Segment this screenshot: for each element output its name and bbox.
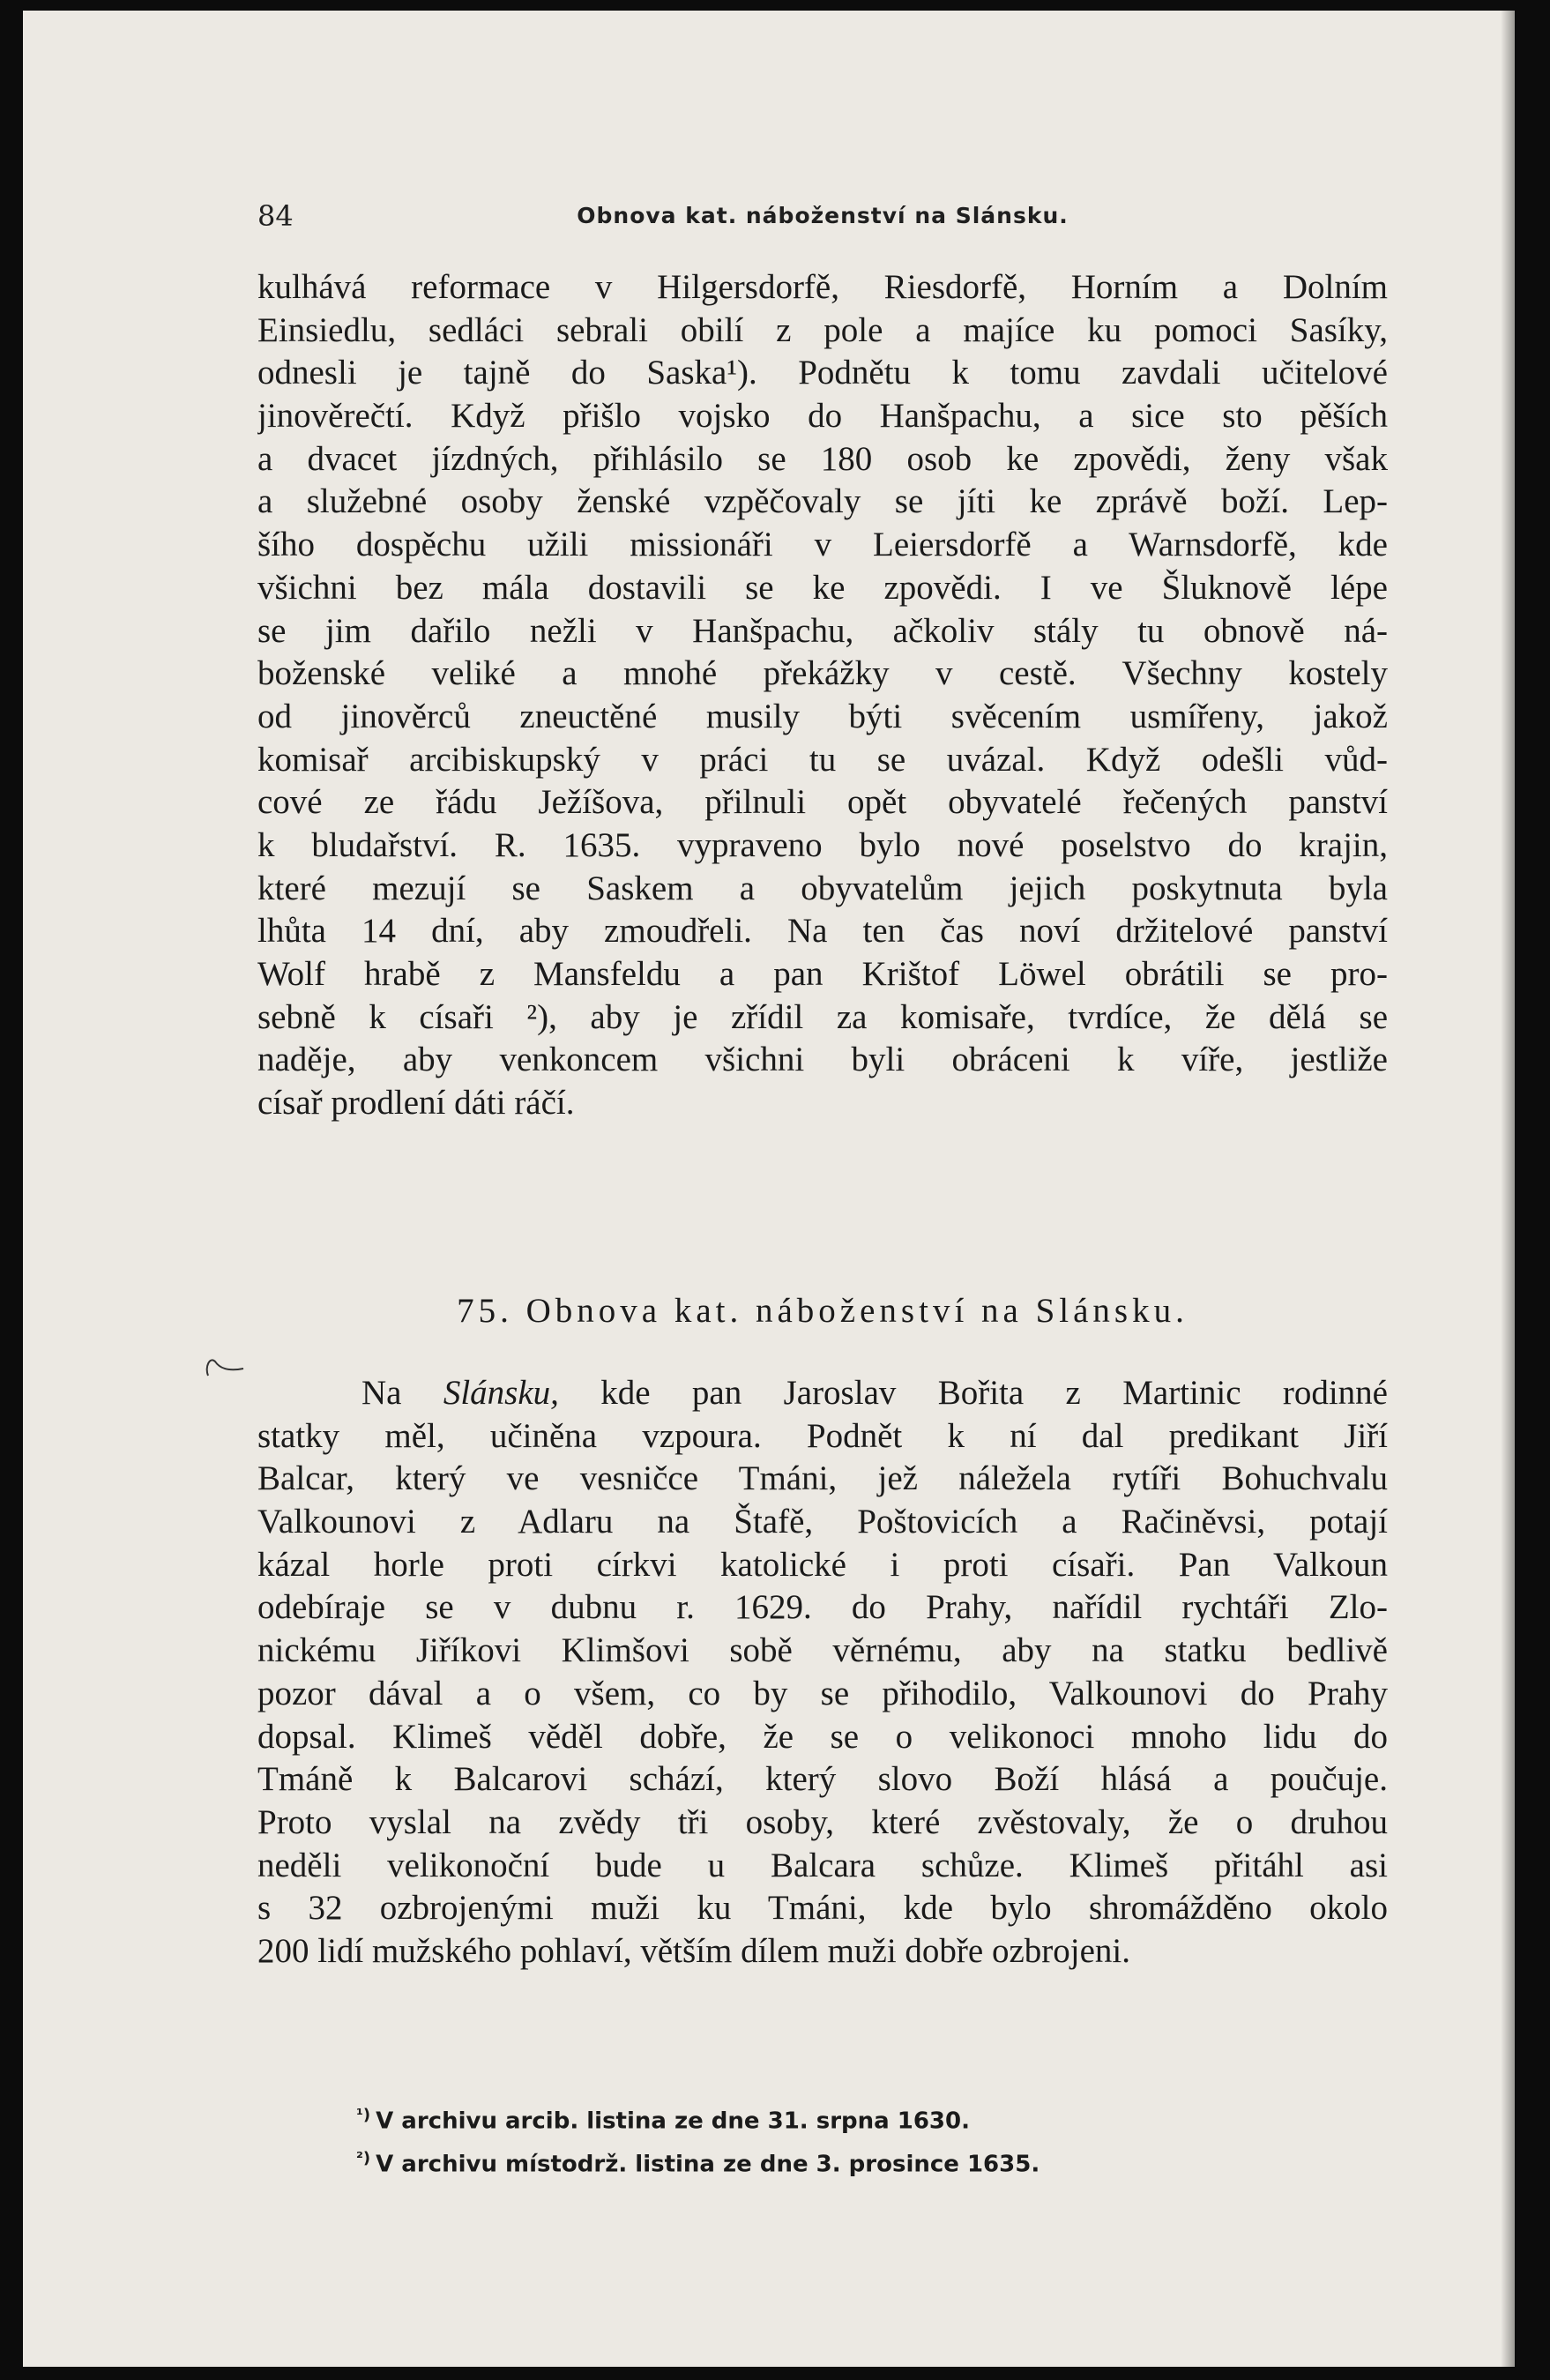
paragraph-1-line: jinověrečtí. Když přišlo vojsko do Hanšpachu, a sice sto pěších bbox=[257, 397, 1388, 436]
paragraph-1-line: komisař arcibiskupský v práci tu se uvázal. Když odešli vůd- bbox=[257, 740, 1388, 779]
paragraph-2-line: odebíraje se v dubnu r. 1629. do Prahy, nařídil rychtáři Zlo- bbox=[257, 1588, 1388, 1627]
paragraph-1-line: cové ze řádu Ježíšova, přilnuli opět obyvatelé řečených panství bbox=[257, 783, 1388, 822]
paragraph-2 bbox=[257, 1372, 1388, 1973]
page-number: 84 bbox=[257, 199, 294, 233]
paragraph-2-line: Proto vyslal na zvědy tři osoby, které zvěstovaly, že o druhou bbox=[257, 1802, 1388, 1841]
footnotes bbox=[257, 2097, 1388, 2182]
paragraph-1-line: šího dospěchu užili missionáři v Leiersdorfě a Warnsdorfě, kde bbox=[257, 526, 1388, 564]
paragraph-1 bbox=[257, 266, 1388, 1125]
paragraph-1-line: a služebné osoby ženské vzpěčovaly se jíti ke zprávě boží. Lep- bbox=[257, 482, 1388, 521]
pencil-mark-icon bbox=[199, 1349, 252, 1384]
paragraph-1-line: všichni bez mála dostavili se ke zpovědi. I ve Šluknově lépe bbox=[257, 568, 1388, 607]
footnote-1-mark: ¹) bbox=[356, 2106, 371, 2124]
paragraph-1-line: které mezují se Saskem a obyvatelům jejich poskytnuta byla bbox=[257, 869, 1388, 907]
book-page bbox=[23, 11, 1515, 2367]
footnote-2 bbox=[257, 2140, 1388, 2183]
paragraph-2-line: 200 lidí mužského pohlaví, větším dílem muži dobře ozbrojeni. bbox=[257, 1931, 1130, 1970]
paragraph-1-line: Einsiedlu, sedláci sebrali obilí z pole a majíce ku pomoci Sasíky, bbox=[257, 310, 1388, 349]
first-line-start: Na bbox=[361, 1374, 443, 1412]
paragraph-1-line: boženské veliké a mnohé překážky v cestě. Všechny kostely bbox=[257, 654, 1388, 693]
paragraph-1-line: lhůta 14 dní, aby zmoudřeli. Na ten čas noví držitelové panství bbox=[257, 912, 1388, 951]
paragraph-1-line: od jinověrců zneuctěné musily býti svěcením usmířeny, jakož bbox=[257, 697, 1388, 735]
paragraph-2-line: s 32 ozbrojenými muži ku Tmáni, kde bylo shromážděno okolo bbox=[257, 1889, 1388, 1928]
paragraph-2-first-line bbox=[257, 1372, 1388, 1415]
paragraph-1-line: kulhává reformace v Hilgersdorfě, Riesdorfě, Horním a Dolním bbox=[257, 268, 1388, 306]
paragraph-2-line: Tmáně k Balcarovi schází, který slovo Boží hlásá a poučuje. bbox=[257, 1760, 1388, 1799]
first-line-rest: kde pan Jaroslav Bořita z Martinic rodinné bbox=[558, 1374, 1388, 1412]
paragraph-1-line: císař prodlení dáti ráčí. bbox=[257, 1084, 575, 1123]
paragraph-1-line: k bludařství. R. 1635. vypraveno bylo nové poselstvo do krajin, bbox=[257, 825, 1388, 864]
paragraph-2-line: Valkounovi z Adlaru na Štafě, Poštovicích a Račiněvsi, potají bbox=[257, 1503, 1388, 1541]
footnote-1 bbox=[257, 2097, 1388, 2140]
paragraph-1-line: sebně k císaři ²), aby je zřídil za komisaře, tvrdíce, že dělá se bbox=[257, 997, 1388, 1036]
paragraph-2-line: statky měl, učiněna vzpoura. Podnět k ní dal predikant Jiří bbox=[257, 1416, 1388, 1455]
paragraph-2-line: pozor dával a o všem, co by se přihodilo, Valkounovi do Prahy bbox=[257, 1674, 1388, 1712]
paragraph-1-line: odnesli je tajně do Saska¹). Podnětu k tomu zavdali učitelové bbox=[257, 354, 1388, 392]
running-title: Obnova kat. náboženství na Slánsku. bbox=[577, 203, 1069, 228]
footnote-2-mark: ²) bbox=[356, 2148, 371, 2167]
section-heading: 75. Obnova kat. náboženství na Slánsku. bbox=[457, 1292, 1189, 1330]
footnote-1-text: V archivu arcib. listina ze dne 31. srpna 1630. bbox=[376, 2108, 970, 2135]
footnote-2-text: V archivu místodrž. listina ze dne 3. prosince 1635. bbox=[376, 2151, 1040, 2178]
paragraph-2-line: kázal horle proti církvi katolické i proti císaři. Pan Valkoun bbox=[257, 1545, 1388, 1584]
paragraph-1-line: a dvacet jízdných, přihlásilo se 180 osob ke zpovědi, ženy však bbox=[257, 439, 1388, 478]
paragraph-1-line: se jim dařilo nežli v Hanšpachu, ačkoliv stály tu obnově ná- bbox=[257, 611, 1388, 650]
paragraph-2-line: neděli velikonoční bude u Balcara schůze. Klimeš přitáhl asi bbox=[257, 1846, 1388, 1884]
page-header bbox=[257, 199, 1388, 243]
paragraph-2-line: nickému Jiříkovi Klimšovi sobě věrnému, aby na statku bedlivě bbox=[257, 1631, 1388, 1670]
paragraph-1-line: naděje, aby venkoncem všichni byli obráceni k víře, jestliže bbox=[257, 1041, 1388, 1079]
paragraph-2-line: Balcar, který ve vesničce Tmáni, jež náležela rytíři Bohuchvalu bbox=[257, 1459, 1388, 1498]
paragraph-2-line: dopsal. Klimeš věděl dobře, že se o velikonoci mnoho lidu do bbox=[257, 1717, 1388, 1756]
place-name-italic: Slánsku, bbox=[443, 1374, 559, 1412]
paragraph-1-line: Wolf hrabě z Mansfeldu a pan Krištof Löwel obrátili se pro- bbox=[257, 955, 1388, 993]
